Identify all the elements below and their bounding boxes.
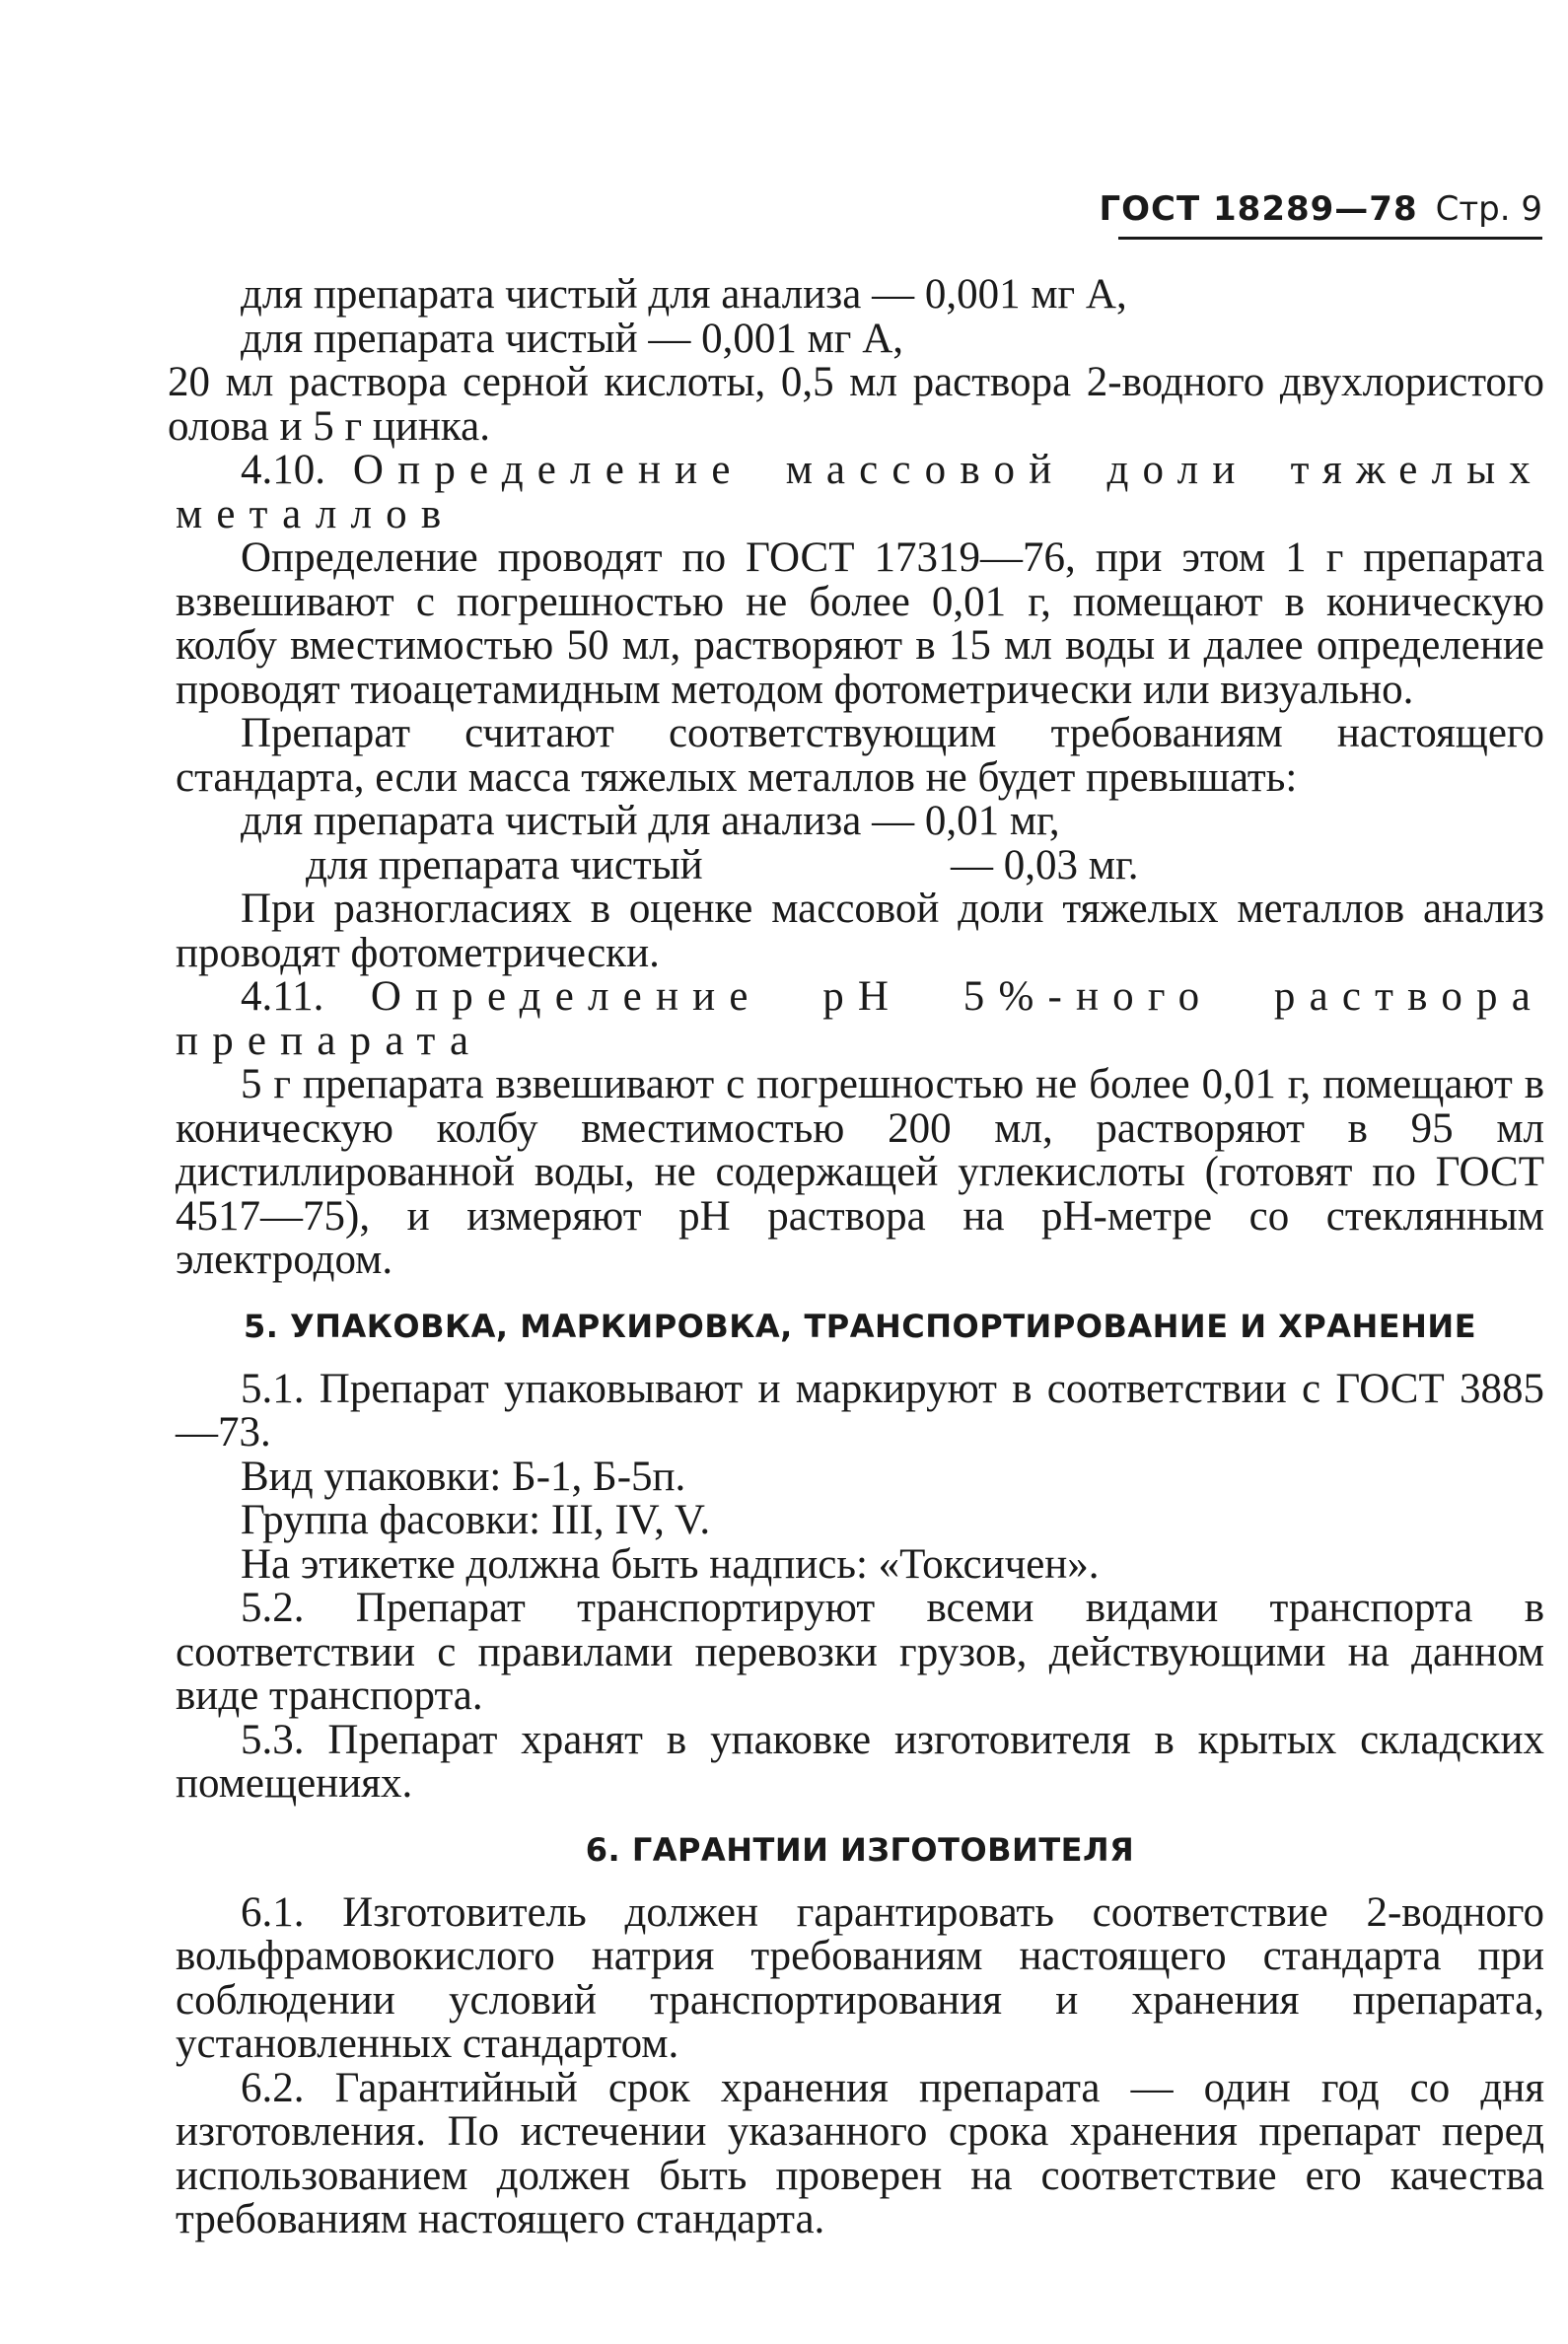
label-note-line: На этикетке должна быть надпись: «Токсичен». [241, 1540, 1100, 1588]
document-body [168, 271, 1544, 2242]
paragraph: 5 г препарата взвешивают с погрешностью не более 0,01 г, помещают в коническую колбу вместимостью 200 мл, растворяют в 95 мл дистиллированной воды, не содержащей углекислоты (готовят по ГОСТ 4517—75), и измеряют pH раствора на pH-метре со стеклянным электродом. [176, 1061, 1544, 1283]
paragraph: 5.2. Препарат транспортируют всеми видами транспорта в соответствии с правилами перевозки грузов, действующими на данном виде транспорта. [176, 1585, 1544, 1719]
clause-4-11-title [176, 975, 1544, 1063]
limit-line [176, 841, 1544, 888]
page-number: Стр. 9 [1435, 189, 1542, 229]
limit-label: для препарата чистый [306, 841, 703, 888]
clause-number: 4.10. [241, 447, 325, 493]
paragraph: 5.1. Препарат упаковывают и маркируют в соответствии с ГОСТ 3885—73. [176, 1365, 1544, 1456]
paragraph: 5.3. Препарат хранят в упаковке изготовителя в крытых складских помещениях. [176, 1716, 1544, 1807]
pack-group-line: Группа фасовки: III, IV, V. [241, 1497, 711, 1543]
pack-type-line: Вид упаковки: Б-1, Б-5п. [241, 1453, 686, 1500]
clause-title: Определение массовой доли тяжелых металлов [176, 447, 1544, 537]
paragraph: 6.2. Гарантийный срок хранения препарата — один год со дня изготовления. По истечении указанного срока хранения препарат перед использованием должен быть проверен на соответствие его качества требованиям настоящего стандарта. [176, 2064, 1544, 2242]
reagents-paragraph: 20 мл раствора серной кислоты, 0,5 мл раствора 2-водного двухлористого олова и 5 г цинка. [168, 359, 1544, 450]
header-rule [1118, 237, 1542, 240]
clause-title: Определение pH 5%-ного раствора препарата [176, 973, 1544, 1064]
section-5-heading: 5. УПАКОВКА, МАРКИРОВКА, ТРАНСПОРТИРОВАНИЕ И ХРАНЕНИЕ [243, 1307, 1477, 1345]
clause-4-10-title [176, 449, 1544, 536]
page-header [1099, 189, 1542, 229]
limit-value: — 0,03 мг. [951, 841, 1139, 888]
limit-line: для препарата чистый — 0,001 мг А, [241, 315, 904, 362]
standard-number: ГОСТ 18289—78 [1099, 189, 1418, 229]
paragraph: При разногласиях в оценке массовой доли тяжелых металлов анализ проводят фотометрически. [176, 886, 1544, 976]
limit-line: для препарата чистый для анализа — 0,001 мг А, [241, 271, 1127, 318]
paragraph: Определение проводят по ГОСТ 17319—76, при этом 1 г препарата взвешивают с погрешностью не более 0,01 г, помещают в коническую колбу вместимостью 50 мл, растворяют в 15 мл воды и далее определение проводят тиоацетамидным методом фотометрически или визуально. [176, 534, 1544, 713]
section-6-heading: 6. ГАРАНТИИ ИЗГОТОВИТЕЛЯ [585, 1830, 1135, 1869]
paragraph: Препарат считают соответствующим требованиям настоящего стандарта, если масса тяжелых металлов не будет превышать: [176, 710, 1544, 801]
paragraph: 6.1. Изготовитель должен гарантировать соответствие 2-водного вольфрамовокислого натрия требованиям настоящего стандарта при соблюдении условий транспортирования и хранения препарата, установленных стандартом. [176, 1888, 1544, 2067]
clause-number: 4.11. [241, 973, 324, 1020]
limit-line: для препарата чистый для анализа — 0,01 мг, [241, 798, 1060, 844]
